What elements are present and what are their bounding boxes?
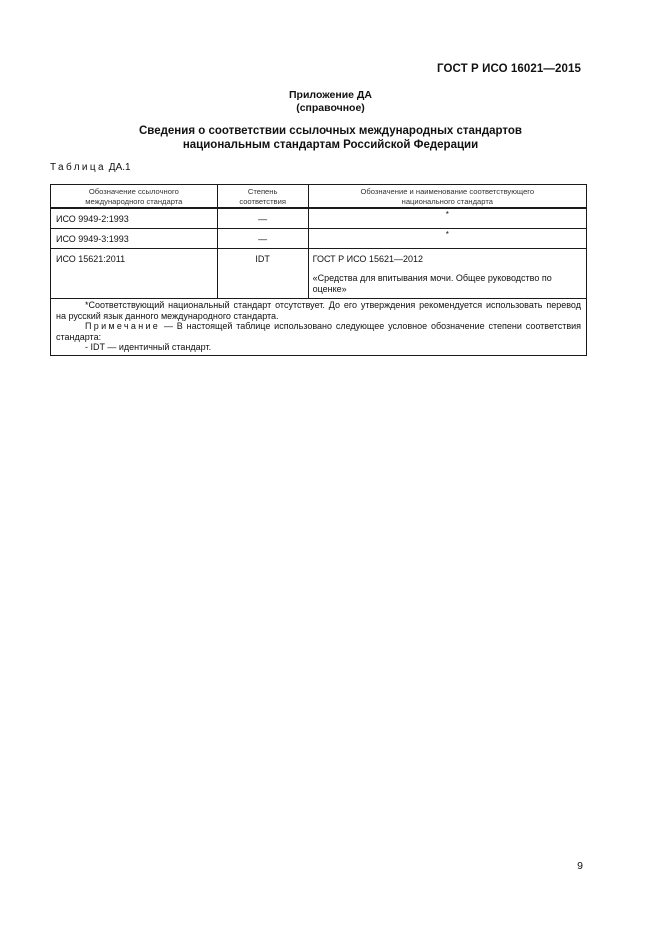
document-code: ГОСТ Р ИСО 16021—2015 — [436, 63, 581, 75]
cell-degree: — — [217, 208, 308, 229]
header-degree-line-1: Степень — [247, 187, 278, 196]
appendix-heading — [0, 89, 661, 115]
cell-intl-standard: ИСО 15621:2011 — [51, 249, 218, 299]
table-caption — [50, 162, 131, 173]
section-title — [0, 124, 661, 152]
note-item: - IDT — идентичный стандарт. — [85, 342, 212, 352]
section-title-line-2: национальным стандартам Российской Федерации — [182, 139, 479, 151]
header-intl-standard — [51, 185, 218, 209]
cell-national-standard: * — [308, 229, 586, 249]
header-national-line-1: Обозначение и наименование соответствующего — [360, 187, 535, 196]
cell-degree: IDT — [217, 249, 308, 299]
note-label: Примечание — [85, 321, 161, 331]
table-footnote: *Соответствующий национальный стандарт отсутствует. До его утверждения рекомендуется использовать перевод на русский язык данного международного стандарта. — [56, 300, 581, 321]
header-degree — [217, 185, 308, 209]
table-note — [56, 321, 581, 342]
note-text: — В настоящей таблице использовано следующее условное обозначение степени соответствия стандарта: — [56, 321, 581, 342]
table-row — [51, 208, 587, 229]
table-row — [51, 249, 587, 299]
appendix-subtitle: (справочное) — [296, 102, 365, 114]
national-standard-title: «Средства для впитывания мочи. Общее руководство по оценке» — [312, 273, 552, 294]
header-national-line-2: национального стандарта — [401, 196, 493, 206]
table-notes-row — [51, 299, 587, 356]
table-caption-id: ДА.1 — [108, 162, 131, 173]
correspondence-table — [50, 184, 587, 356]
header-intl-line-1: Обозначение ссылочного — [88, 187, 179, 196]
header-degree-line-2: соответствия — [239, 196, 286, 206]
table-header-row — [51, 185, 587, 209]
table-caption-word: Таблица — [50, 162, 107, 173]
cell-intl-standard: ИСО 9949-2:1993 — [51, 208, 218, 229]
section-title-line-1: Сведения о соответствии ссылочных международных стандартов — [138, 125, 522, 137]
cell-national-standard: * — [308, 208, 586, 229]
header-national-standard — [308, 185, 586, 209]
cell-intl-standard: ИСО 9949-3:1993 — [51, 229, 218, 249]
appendix-title: Приложение ДА — [289, 89, 372, 101]
table-notes — [51, 299, 587, 356]
cell-degree: — — [217, 229, 308, 249]
page-number: 9 — [577, 860, 583, 872]
header-intl-line-2: международного стандарта — [85, 196, 183, 206]
cell-national-standard — [308, 249, 586, 299]
national-standard-code: ГОСТ Р ИСО 15621—2012 — [312, 254, 423, 264]
table-row — [51, 229, 587, 249]
